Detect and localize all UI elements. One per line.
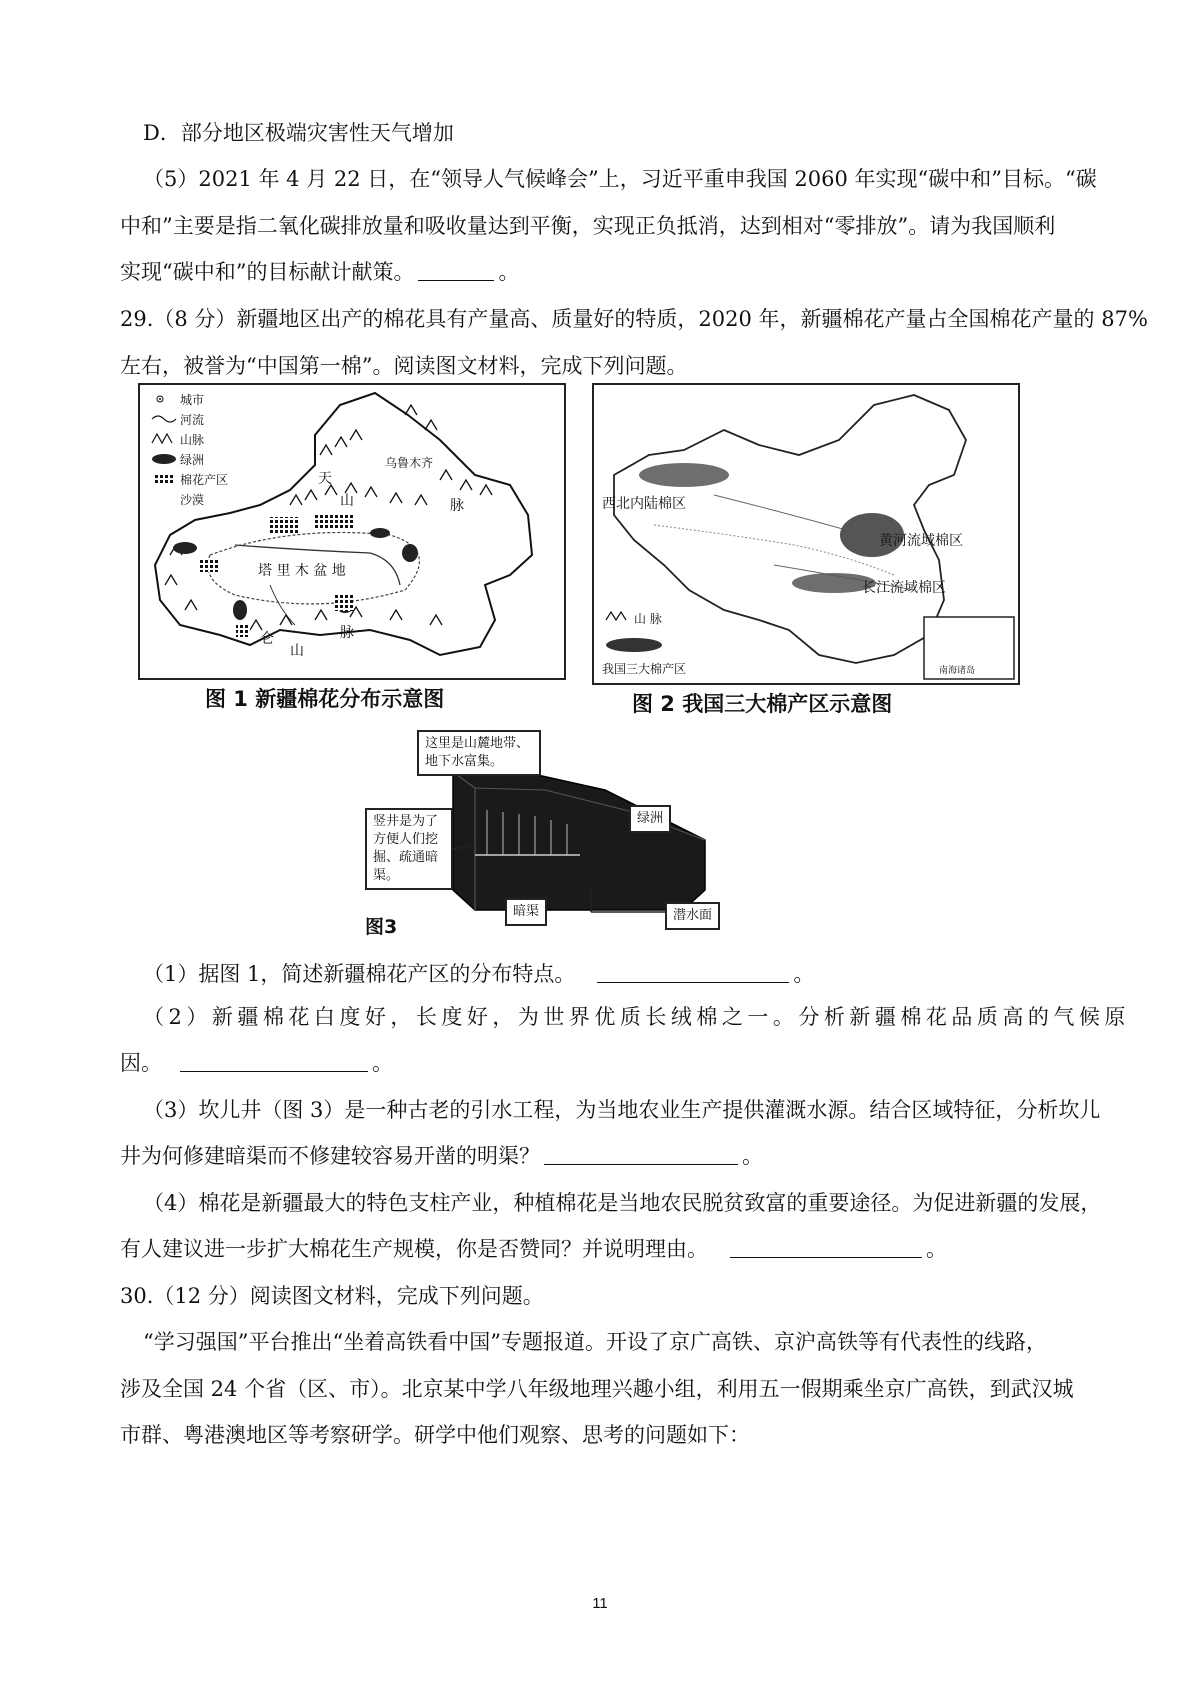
callout-vertical-well: 竖井是为了方便人们挖掘、疏通暗渠。: [365, 808, 453, 890]
answer-blank-3[interactable]: [544, 1144, 738, 1165]
page-number: 11: [592, 1595, 608, 1612]
q30-line2: 涉及全国 24 个省（区、市）。北京某中学八年级地理兴趣小组，利用五一假期乘坐京广高铁，到武汉城: [120, 1377, 1074, 1401]
period: 。: [498, 260, 520, 284]
q29-4-line1: （4）棉花是新疆最大的特色支柱产业，种植棉花是当地农民脱贫致富的重要途径。为促进新疆的发展，: [143, 1191, 1102, 1215]
china-border: [614, 395, 966, 663]
label-yangtze-region: 长江流域棉区: [862, 580, 946, 596]
label-kunlun-1: 仑: [260, 631, 274, 647]
answer-blank-4[interactable]: [730, 1237, 922, 1258]
q29-1-text: （1）据图 1，简述新疆棉花产区的分布特点。: [143, 962, 576, 986]
q29-2-text-end: 因。: [120, 1051, 162, 1075]
period: 。: [742, 1144, 763, 1168]
q29-3-line1: （3）坎儿井（图 3）是一种古老的引水工程，为当地农业生产提供灌溉水源。结合区域特征，分析坎儿: [143, 1098, 1101, 1122]
label-tarim-basin: 塔 里 木 盆 地: [258, 563, 346, 579]
period: 。: [372, 1051, 393, 1075]
label-tianshan-2: 山: [340, 493, 354, 509]
q29-2-line1: [143, 1003, 1130, 1031]
label-qanat: 暗渠: [505, 898, 547, 926]
answer-blank[interactable]: [418, 260, 494, 281]
fig2-caption: 图 2 我国三大棉产区示意图: [632, 692, 893, 716]
q29-line2: 左右，被誉为“中国第一棉”。阅读图文材料，完成下列问题。: [120, 354, 688, 378]
fig3-caption: 图3: [365, 916, 398, 938]
q29-4-text: 有人建议进一步扩大棉花生产规模，你是否赞同？并说明理由。: [120, 1237, 708, 1261]
fig1-map-drawing: [140, 385, 564, 678]
fig1-legend: [152, 393, 228, 507]
q28-5-line1: （5）2021 年 4 月 22 日，在“领导人气候峰会”上，习近平重申我国 2060 年实现“碳中和”目标。“碳: [143, 167, 1097, 191]
q30-line3: 市群、粤港澳地区等考察研学。研学中他们观察、思考的问题如下：: [120, 1423, 750, 1447]
legend-mountain-symbol: [606, 612, 626, 620]
q30-heading: 30.（12 分）阅读图文材料，完成下列问题。: [120, 1284, 544, 1308]
fig1-xinjiang-map: [138, 383, 566, 680]
legend-cotton-symbol: [606, 638, 662, 652]
period: 。: [926, 1237, 947, 1261]
fig3-karez-diagram: [365, 730, 725, 940]
legend-cotton-label: 我国三大棉产区: [602, 662, 687, 676]
option-d: D．部分地区极端灾害性天气增加: [143, 121, 454, 145]
q29-3-text: 井为何修建暗渠而不修建较容易开凿的明渠？: [120, 1144, 540, 1168]
label-kunlun-3: 脉: [340, 625, 354, 641]
q29-2-text: （2）新疆棉花白度好，长度好，为世界优质长绒棉之一。分析新疆棉花品质高的气候原: [143, 1005, 1130, 1029]
legend-mountain-label: 山 脉: [634, 612, 662, 626]
label-yellow-river-region: 黄河流域棉区: [879, 533, 963, 549]
label-kunlun-2: 山: [290, 643, 304, 659]
q29-2-line2: [120, 1049, 393, 1077]
legend-river: 河流: [180, 413, 205, 427]
legend-oasis: 绿洲: [180, 453, 205, 467]
legend-desert: 沙漠: [180, 493, 205, 507]
q29-4-line2: [120, 1235, 947, 1263]
fig1-caption: 图 1 新疆棉花分布示意图: [205, 687, 445, 711]
inset-label: 南海诸岛: [939, 666, 976, 676]
q29-1: [143, 960, 814, 988]
terrain-block: [453, 770, 705, 910]
label-tianshan-1: 天: [318, 471, 332, 487]
river-south: [270, 585, 295, 625]
answer-blank-2[interactable]: [180, 1051, 368, 1072]
period: 。: [793, 962, 815, 986]
legend-mountain: 山脉: [180, 433, 205, 447]
answer-blank-1[interactable]: [597, 962, 789, 983]
callout-piedmont: 这里是山麓地带、地下水富集。: [417, 730, 541, 776]
q28-5-line3: [120, 258, 519, 286]
fig2-china-map: [592, 383, 1020, 685]
label-mai-1: 脉: [450, 498, 464, 514]
q30-line1: “学习强国”平台推出“坐着高铁看中国”专题报道。开设了京广高铁、京沪高铁等有代表性的线路，: [143, 1330, 1047, 1354]
fig2-map-drawing: [594, 385, 1018, 683]
legend-city: 城市: [180, 393, 205, 407]
q29-3-line2: [120, 1142, 763, 1170]
q29-line1: 29.（8 分）新疆地区出产的棉花具有产量高、质量好的特质，2020 年，新疆棉花产量占全国棉花产量的 87%: [120, 307, 1148, 331]
label-water-table: 潜水面: [665, 902, 720, 930]
q28-5-text: 实现“碳中和”的目标献计献策。: [120, 260, 415, 284]
label-northwest-region: 西北内陆棉区: [602, 496, 686, 512]
q28-5-line2: 中和”主要是指二氧化碳排放量和吸收量达到平衡，实现正负抵消，达到相对“零排放”。请为我国顺利: [120, 214, 1056, 238]
legend-cotton: 棉花产区: [180, 473, 229, 487]
label-urumqi: 乌鲁木齐: [385, 456, 434, 470]
label-oasis: 绿洲: [629, 805, 671, 833]
